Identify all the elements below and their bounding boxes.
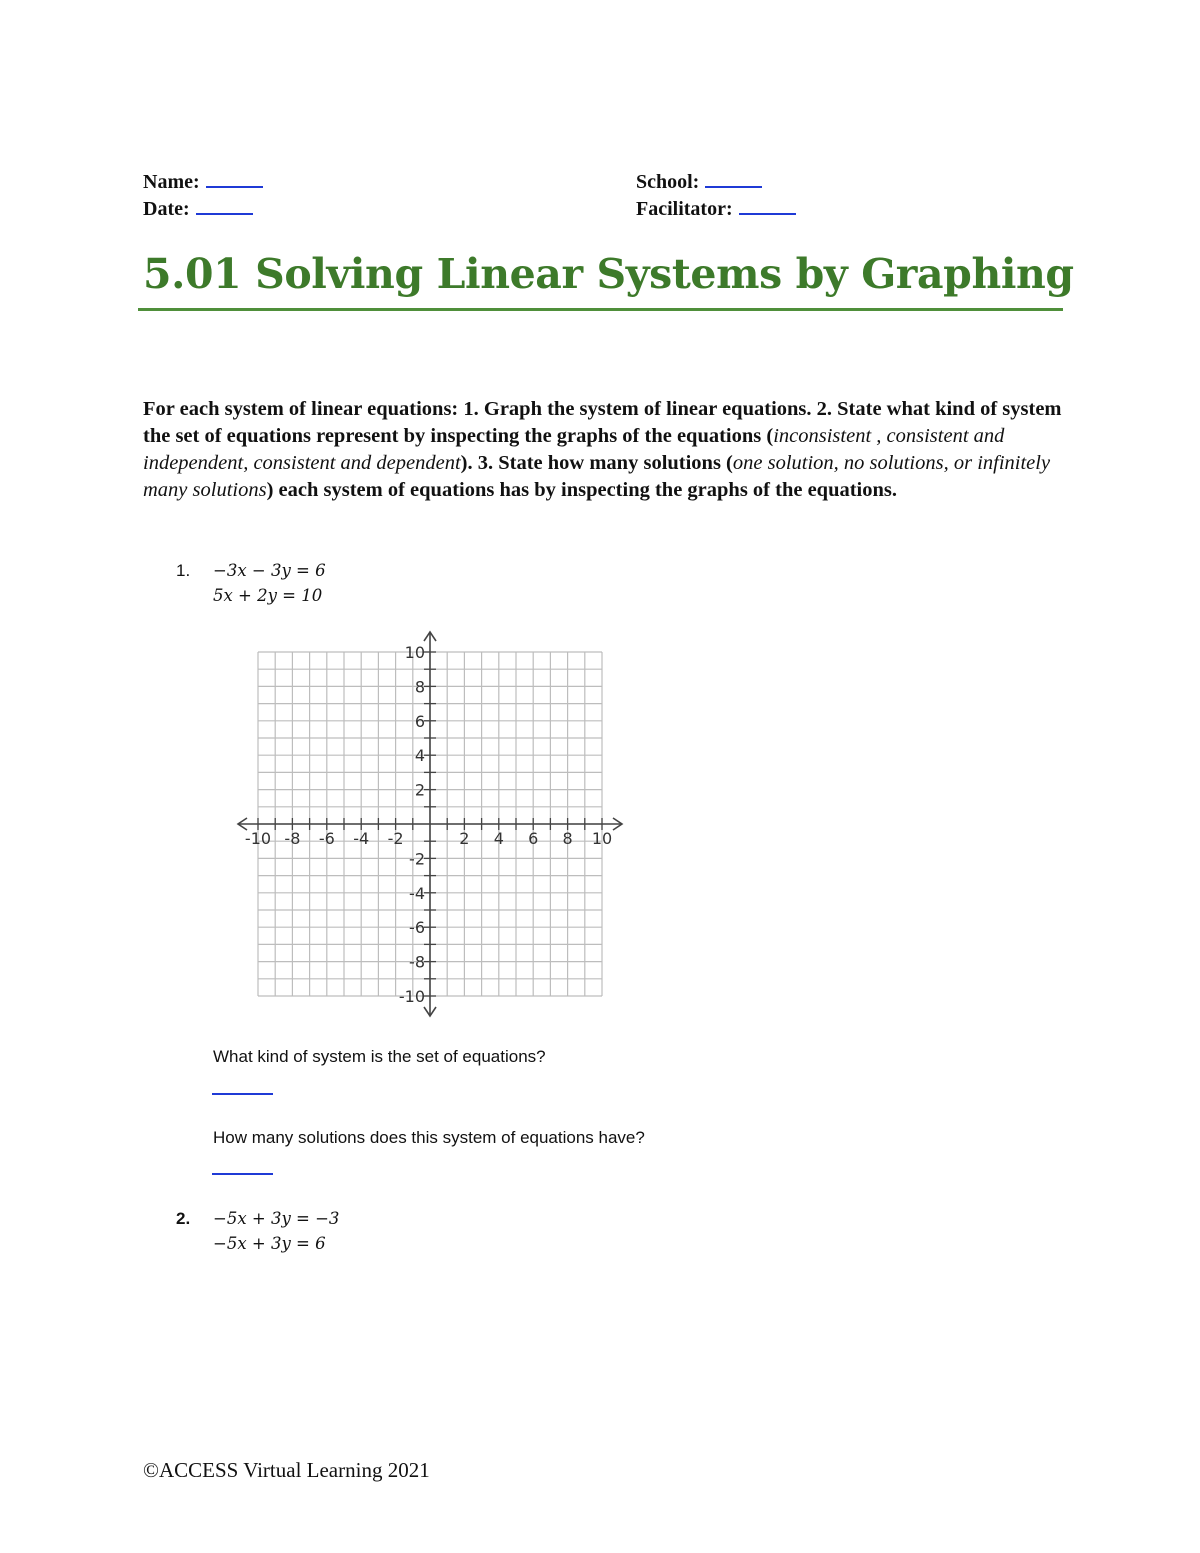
instructions-part-1: For each system of linear equations: 1. Graph the system of linear equations. 2. State what kind of system the set of equations represent by inspecting the graphs of the equations (	[143, 398, 1062, 447]
y-tick-label: -4	[409, 883, 425, 903]
x-tick-label: -2	[387, 829, 404, 848]
instructions-part-2: ). 3. State how many solutions (	[460, 452, 733, 474]
school-field[interactable]	[636, 171, 762, 194]
instructions-solution-types: one solution, no solutions, or infinitely many solutions	[143, 452, 1051, 501]
answer-blank-solution-count[interactable]	[212, 1173, 273, 1175]
problem-1-equation-2: 5x + 2y = 10	[213, 586, 323, 605]
name-label: Name:	[143, 171, 200, 193]
page-title: 5.01 Solving Linear Systems by Graphing	[143, 250, 1074, 298]
axes	[238, 632, 622, 1016]
y-tick-label: 2	[414, 780, 425, 800]
x-tick-label: -4	[353, 829, 370, 848]
x-tick-label: -8	[284, 829, 301, 848]
problem-1-equation-1: −3x − 3y = 6	[213, 561, 326, 580]
problem-2-number: 2.	[176, 1209, 191, 1228]
problem-2-equation-1: −5x + 3y = −3	[213, 1209, 340, 1228]
y-tick-label: 10	[404, 643, 425, 662]
y-tick-label: -2	[409, 849, 425, 869]
x-tick-label: 6	[528, 829, 539, 848]
problem-2-equation-2: −5x + 3y = 6	[213, 1234, 326, 1253]
facilitator-label: Facilitator:	[636, 198, 733, 220]
question-solution-count: How many solutions does this system of equations have?	[213, 1128, 645, 1147]
school-blank[interactable]	[705, 172, 762, 188]
copyright-footer: ©ACCESS Virtual Learning 2021	[143, 1458, 430, 1482]
y-tick-label: -6	[409, 918, 425, 938]
x-tick-label: 2	[459, 829, 470, 848]
facilitator-blank[interactable]	[739, 199, 796, 215]
y-tick-label: 8	[414, 677, 425, 697]
y-tick-label: 4	[414, 746, 425, 766]
y-tick-label: 6	[414, 711, 425, 731]
date-field[interactable]	[143, 198, 253, 221]
instructions	[143, 396, 1073, 504]
date-label: Date:	[143, 198, 190, 220]
x-tick-label: 8	[562, 829, 573, 848]
x-tick-label: 10	[591, 829, 613, 848]
question-system-type: What kind of system is the set of equations?	[213, 1047, 546, 1066]
answer-blank-system-type[interactable]	[212, 1093, 273, 1095]
problem-1-number: 1.	[176, 561, 191, 580]
y-tick-label: -8	[409, 952, 425, 972]
school-label: School:	[636, 171, 700, 193]
x-tick-label: -10	[244, 829, 272, 848]
facilitator-field[interactable]	[636, 198, 796, 221]
x-axis-tick-labels	[245, 829, 612, 848]
x-tick-label: 4	[493, 829, 504, 848]
y-tick-label: -10	[398, 987, 425, 1006]
name-field[interactable]	[143, 171, 263, 194]
title-rule	[138, 308, 1063, 311]
instructions-system-types: inconsistent , consistent and independent, consistent and dependent	[143, 425, 1005, 474]
instructions-part-3: ) each system of equations has by inspecting the graphs of the equations.	[266, 479, 898, 501]
x-tick-label: -6	[318, 829, 335, 848]
date-blank[interactable]	[196, 199, 253, 215]
coordinate-grid-graph[interactable]	[230, 628, 630, 1020]
name-blank[interactable]	[206, 172, 263, 188]
